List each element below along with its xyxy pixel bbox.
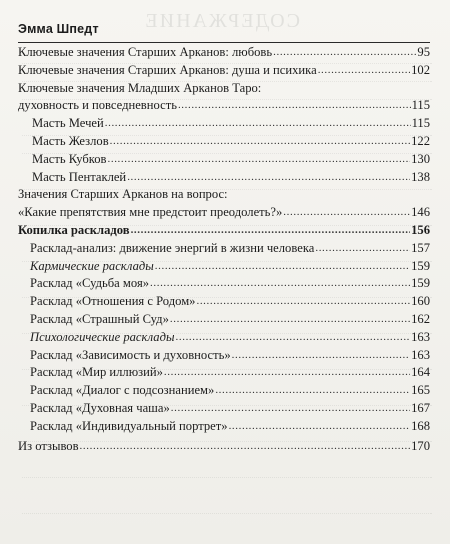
table-of-contents [18, 44, 430, 455]
toc-entry-title: Расклад «Духовная чаша» [30, 400, 170, 415]
author-name: Эмма Шпедт [18, 22, 99, 36]
toc-subsection [18, 258, 430, 276]
toc-entry-page: 138 [411, 169, 430, 184]
toc-entry [18, 438, 430, 456]
leader-dots [318, 61, 410, 80]
leader-dots [315, 239, 410, 258]
toc-entry-title: Из отзывов [18, 438, 79, 453]
toc-entry-title: Масть Кубков [32, 151, 107, 166]
toc-entry-page: 115 [411, 98, 430, 113]
toc-section-page: 156 [411, 222, 430, 237]
toc-entry [18, 62, 430, 80]
toc-entry [18, 364, 430, 382]
leader-dots [178, 96, 411, 115]
leader-dots [176, 328, 411, 347]
toc-entry-title: Ключевые значения Младших Арканов Таро: [18, 80, 262, 95]
leader-dots [105, 114, 411, 133]
toc-entry-page: 165 [411, 383, 430, 398]
toc-entry-page: 122 [411, 133, 430, 148]
toc-entry-title: Расклад «Диалог с подсознанием» [30, 383, 215, 398]
toc-entry-page: 163 [411, 347, 430, 362]
toc-entry-title: Расклад «Отношения с Родом» [30, 294, 196, 309]
toc-entry [18, 186, 430, 204]
toc-entry-page: 102 [411, 62, 430, 77]
leader-dots [229, 417, 411, 436]
leader-dots [164, 363, 410, 382]
toc-entry [18, 204, 430, 222]
leader-dots [127, 168, 410, 187]
leader-dots [273, 43, 416, 62]
leader-dots [150, 274, 410, 293]
toc-entry-title: Расклад «Судьба моя» [30, 276, 150, 291]
toc-subsection-page: 159 [411, 258, 430, 273]
toc-entry [18, 80, 430, 98]
toc-entry-title: Ключевые значения Старших Арканов: душа и психика [18, 62, 317, 77]
toc-entry [18, 311, 430, 329]
toc-entry [18, 382, 430, 400]
toc-entry-page: 170 [411, 438, 430, 453]
toc-entry [18, 293, 430, 311]
toc-entry-title: Расклад «Индивидуальный портрет» [30, 418, 228, 433]
toc-entry-page: 167 [411, 400, 430, 415]
toc-entry-page: 115 [411, 116, 430, 131]
toc-entry-page: 159 [411, 276, 430, 291]
toc-entry-page: 160 [411, 294, 430, 309]
toc-entry-title: Расклад «Зависимость и духовность» [30, 347, 231, 362]
toc-entry [18, 133, 430, 151]
toc-subsection [18, 329, 430, 347]
toc-entry [18, 240, 430, 258]
toc-entry-title: Ключевые значения Старших Арканов: любовь [18, 45, 273, 59]
toc-entry [18, 151, 430, 169]
toc-subsection-title: Психологические расклады [30, 329, 175, 344]
toc-entry-page: 168 [411, 418, 430, 433]
toc-entry-title: Расклад-анализ: движение энергий в жизни человека [30, 240, 315, 255]
toc-entry-title: Масть Жезлов [32, 133, 109, 148]
leader-dots [196, 292, 410, 311]
toc-entry-title: Масть Мечей [32, 116, 104, 131]
toc-entry-page: 95 [417, 45, 430, 59]
leader-dots [171, 399, 410, 418]
leader-dots [232, 346, 410, 365]
toc-entry-page: 157 [411, 240, 430, 255]
toc-entry [18, 44, 430, 62]
leader-dots [170, 310, 410, 329]
toc-subsection-page: 163 [411, 329, 430, 344]
toc-entry [18, 275, 430, 293]
leader-dots [283, 203, 410, 222]
toc-section-title: Копилка раскладов [18, 222, 130, 237]
toc-entry-page: 146 [411, 205, 430, 220]
toc-entry [18, 169, 430, 187]
toc-entry [18, 115, 430, 133]
toc-entry-title: Значения Старших Арканов на вопрос: [18, 187, 228, 202]
toc-subsection-title: Кармические расклады [30, 258, 154, 273]
leader-dots [80, 437, 411, 456]
toc-entry-title: духовность и повседневность [18, 98, 177, 113]
leader-dots [155, 257, 410, 276]
leader-dots [108, 150, 411, 169]
ghost-title: СОДЕРЖАНИЕ [143, 10, 300, 32]
toc-section [18, 222, 430, 240]
toc-entry [18, 400, 430, 418]
toc-entry-title: «Какие препятствия мне предстоит преодолеть?» [18, 205, 283, 220]
leader-dots [131, 221, 411, 240]
toc-entry [18, 347, 430, 365]
running-header [18, 20, 430, 43]
toc-entry-title: Расклад «Мир иллюзий» [30, 365, 163, 380]
leader-dots [110, 132, 410, 151]
toc-entry-page: 164 [411, 365, 430, 380]
toc-entry-title: Масть Пентаклей [32, 169, 127, 184]
leader-dots [215, 381, 410, 400]
toc-entry-title: Расклад «Страшный Суд» [30, 311, 169, 326]
toc-entry [18, 97, 430, 115]
toc-entry-page: 162 [411, 311, 430, 326]
toc-entry-page: 130 [411, 151, 430, 166]
toc-entry [18, 418, 430, 436]
